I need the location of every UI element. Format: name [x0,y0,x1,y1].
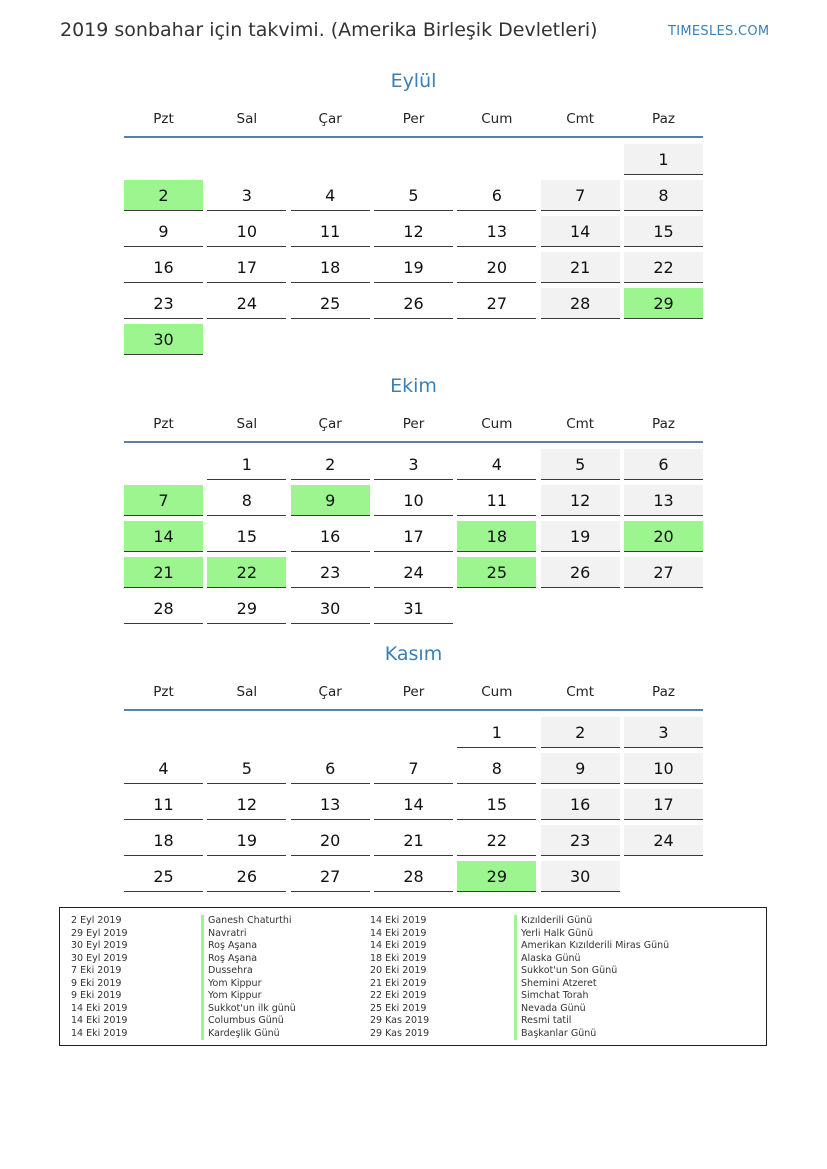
legend-holiday-name: Resmi tatil [514,1015,669,1028]
holiday-day-cell: 9 [291,485,370,516]
weekday-label: Pzt [153,684,174,700]
legend-date: 25 Eki 2019 [370,1002,427,1014]
day-cell: 18 [291,252,370,283]
legend-date: 30 Eyl 2019 [71,952,128,964]
weekday-label: Cmt [566,111,595,127]
legend-holiday-name: Ganesh Chaturthi [201,915,296,928]
legend-date: 14 Eki 2019 [71,1027,128,1039]
legend-date: 20 Eki 2019 [370,965,427,976]
day-cell: 23 [291,557,370,588]
legend-dates-right [370,915,429,1040]
brand-logo[interactable]: TIMESLES.COM [668,24,770,39]
day-cell: 15 [624,216,703,247]
day-cell: 20 [457,252,536,283]
weekday-label: Per [402,111,425,127]
day-cell: 2 [541,717,620,748]
day-cell: 12 [374,216,453,247]
legend-date: 7 Eki 2019 [71,965,122,976]
day-cell: 13 [624,485,703,516]
day-cell: 17 [624,789,703,820]
day-cell: 12 [541,485,620,516]
weekday-label: Çar [318,416,342,432]
legend-date: 29 Kas 2019 [370,1027,430,1039]
day-cell: 19 [374,252,453,283]
legend-holiday-name: Yom Kippur [201,978,296,991]
day-cell: 26 [541,557,620,588]
day-cell: 10 [624,753,703,784]
weekday-label: Pzt [153,416,174,432]
day-cell: 10 [207,216,286,247]
day-cell: 1 [624,144,703,175]
weekday-label: Paz [652,416,675,432]
weekday-header [124,111,703,131]
page-title: 2019 sonbahar için takvimi. (Amerika Birleşik Devletleri) [60,19,598,41]
day-cell: 5 [541,449,620,480]
day-cell: 25 [124,861,203,892]
day-cell: 15 [207,521,286,552]
header-divider [124,709,703,711]
day-cell: 11 [291,216,370,247]
day-cell: 9 [541,753,620,784]
header-divider [124,441,703,443]
day-cell: 31 [374,593,453,624]
legend-date: 29 Kas 2019 [370,1015,430,1026]
day-cell: 26 [374,288,453,319]
holiday-day-cell: 14 [124,521,203,552]
month-title: Eylül [390,70,437,92]
day-cell: 14 [541,216,620,247]
holiday-day-cell: 22 [207,557,286,588]
day-cell: 5 [207,753,286,784]
legend-holiday-name: Simchat Torah [514,990,669,1003]
day-cell: 11 [124,789,203,820]
day-cell: 13 [291,789,370,820]
holiday-legend [59,907,767,1046]
legend-date: 14 Eki 2019 [370,915,427,926]
legend-holiday-name: Sukkot'un ilk günü [201,1003,296,1016]
day-cell: 4 [124,753,203,784]
legend-date: 9 Eki 2019 [71,990,122,1001]
day-cell: 7 [374,753,453,784]
day-cell: 22 [457,825,536,856]
weekday-label: Çar [318,684,342,700]
legend-holiday-name: Shemini Atzeret [514,978,669,991]
holiday-day-cell: 21 [124,557,203,588]
holiday-day-cell: 30 [124,324,203,355]
holiday-day-cell: 18 [457,521,536,552]
header-divider [124,136,703,138]
legend-names-left [201,915,296,1040]
day-cell: 16 [124,252,203,283]
legend-holiday-name: Navratri [201,928,296,941]
legend-holiday-name: Kızılderili Günü [514,915,669,928]
day-cell: 6 [457,180,536,211]
day-cell: 28 [541,288,620,319]
day-cell: 16 [291,521,370,552]
day-cell: 29 [207,593,286,624]
weekday-label: Cum [481,416,513,432]
day-cell: 16 [541,789,620,820]
day-cell: 5 [374,180,453,211]
day-cell: 30 [541,861,620,892]
legend-holiday-name: Yom Kippur [201,990,296,1003]
holiday-day-cell: 25 [457,557,536,588]
legend-date: 21 Eki 2019 [370,977,427,989]
day-cell: 24 [624,825,703,856]
weekday-label: Per [402,684,425,700]
legend-date: 14 Eki 2019 [71,1015,128,1026]
weekday-label: Cum [481,684,513,700]
day-cell: 19 [541,521,620,552]
day-cell: 17 [207,252,286,283]
legend-date: 14 Eki 2019 [370,927,427,939]
day-cell: 26 [207,861,286,892]
day-cell: 1 [457,717,536,748]
day-cell: 8 [624,180,703,211]
day-cell: 4 [457,449,536,480]
day-cell: 19 [207,825,286,856]
weekday-label: Paz [652,111,675,127]
day-cell: 2 [291,449,370,480]
legend-holiday-name: Columbus Günü [201,1015,296,1028]
holiday-day-cell: 29 [624,288,703,319]
day-cell: 21 [541,252,620,283]
legend-holiday-name: Roş Aşana [201,953,296,966]
legend-holiday-name: Kardeşlik Günü [201,1028,296,1041]
day-cell: 27 [291,861,370,892]
day-cell: 18 [124,825,203,856]
weekday-header [124,684,703,704]
weekday-label: Per [402,416,425,432]
day-cell: 28 [124,593,203,624]
weekday-label: Sal [236,416,258,432]
month-title: Kasım [384,643,443,665]
weekday-label: Paz [652,684,675,700]
day-cell: 14 [374,789,453,820]
day-cell: 13 [457,216,536,247]
holiday-day-cell: 2 [124,180,203,211]
month-title: Ekim [390,375,437,397]
day-cell: 3 [624,717,703,748]
day-cell: 17 [374,521,453,552]
day-cell: 11 [457,485,536,516]
weekday-label: Cmt [566,684,595,700]
legend-date: 14 Eki 2019 [370,940,427,951]
weekday-label: Pzt [153,111,174,127]
weekday-label: Çar [318,111,342,127]
day-cell: 1 [207,449,286,480]
legend-holiday-name: Yerli Halk Günü [514,928,669,941]
legend-date: 2 Eyl 2019 [71,915,122,926]
day-cell: 30 [291,593,370,624]
day-cell: 27 [624,557,703,588]
day-cell: 8 [457,753,536,784]
day-cell: 6 [291,753,370,784]
day-cell: 24 [374,557,453,588]
legend-holiday-name: Başkanlar Günü [514,1028,669,1041]
day-cell: 27 [457,288,536,319]
legend-holiday-name: Sukkot'un Son Günü [514,965,669,978]
day-cell: 6 [624,449,703,480]
weekday-label: Sal [236,684,258,700]
legend-holiday-name: Alaska Günü [514,953,669,966]
legend-date: 9 Eki 2019 [71,977,122,989]
day-cell: 25 [291,288,370,319]
legend-date: 18 Eki 2019 [370,952,427,964]
day-cell: 12 [207,789,286,820]
weekday-label: Sal [236,111,258,127]
legend-date: 14 Eki 2019 [71,1002,128,1014]
day-cell: 23 [124,288,203,319]
legend-date: 29 Eyl 2019 [71,927,128,939]
legend-dates-left [71,915,128,1040]
holiday-day-cell: 29 [457,861,536,892]
day-cell: 7 [541,180,620,211]
day-cell: 15 [457,789,536,820]
holiday-day-cell: 7 [124,485,203,516]
day-cell: 23 [541,825,620,856]
day-cell: 3 [207,180,286,211]
legend-date: 30 Eyl 2019 [71,940,128,951]
legend-holiday-name: Amerikan Kızılderili Miras Günü [514,940,669,953]
day-cell: 10 [374,485,453,516]
day-cell: 4 [291,180,370,211]
legend-date: 22 Eki 2019 [370,990,427,1001]
weekday-header [124,416,703,436]
day-cell: 20 [291,825,370,856]
weekday-label: Cum [481,111,513,127]
legend-holiday-name: Nevada Günü [514,1003,669,1016]
weekday-label: Cmt [566,416,595,432]
legend-holiday-name: Dussehra [201,965,296,978]
holiday-day-cell: 20 [624,521,703,552]
day-cell: 21 [374,825,453,856]
day-cell: 3 [374,449,453,480]
day-cell: 9 [124,216,203,247]
day-cell: 24 [207,288,286,319]
legend-names-right [514,915,669,1040]
legend-holiday-name: Roş Aşana [201,940,296,953]
day-cell: 8 [207,485,286,516]
day-cell: 22 [624,252,703,283]
day-cell: 28 [374,861,453,892]
